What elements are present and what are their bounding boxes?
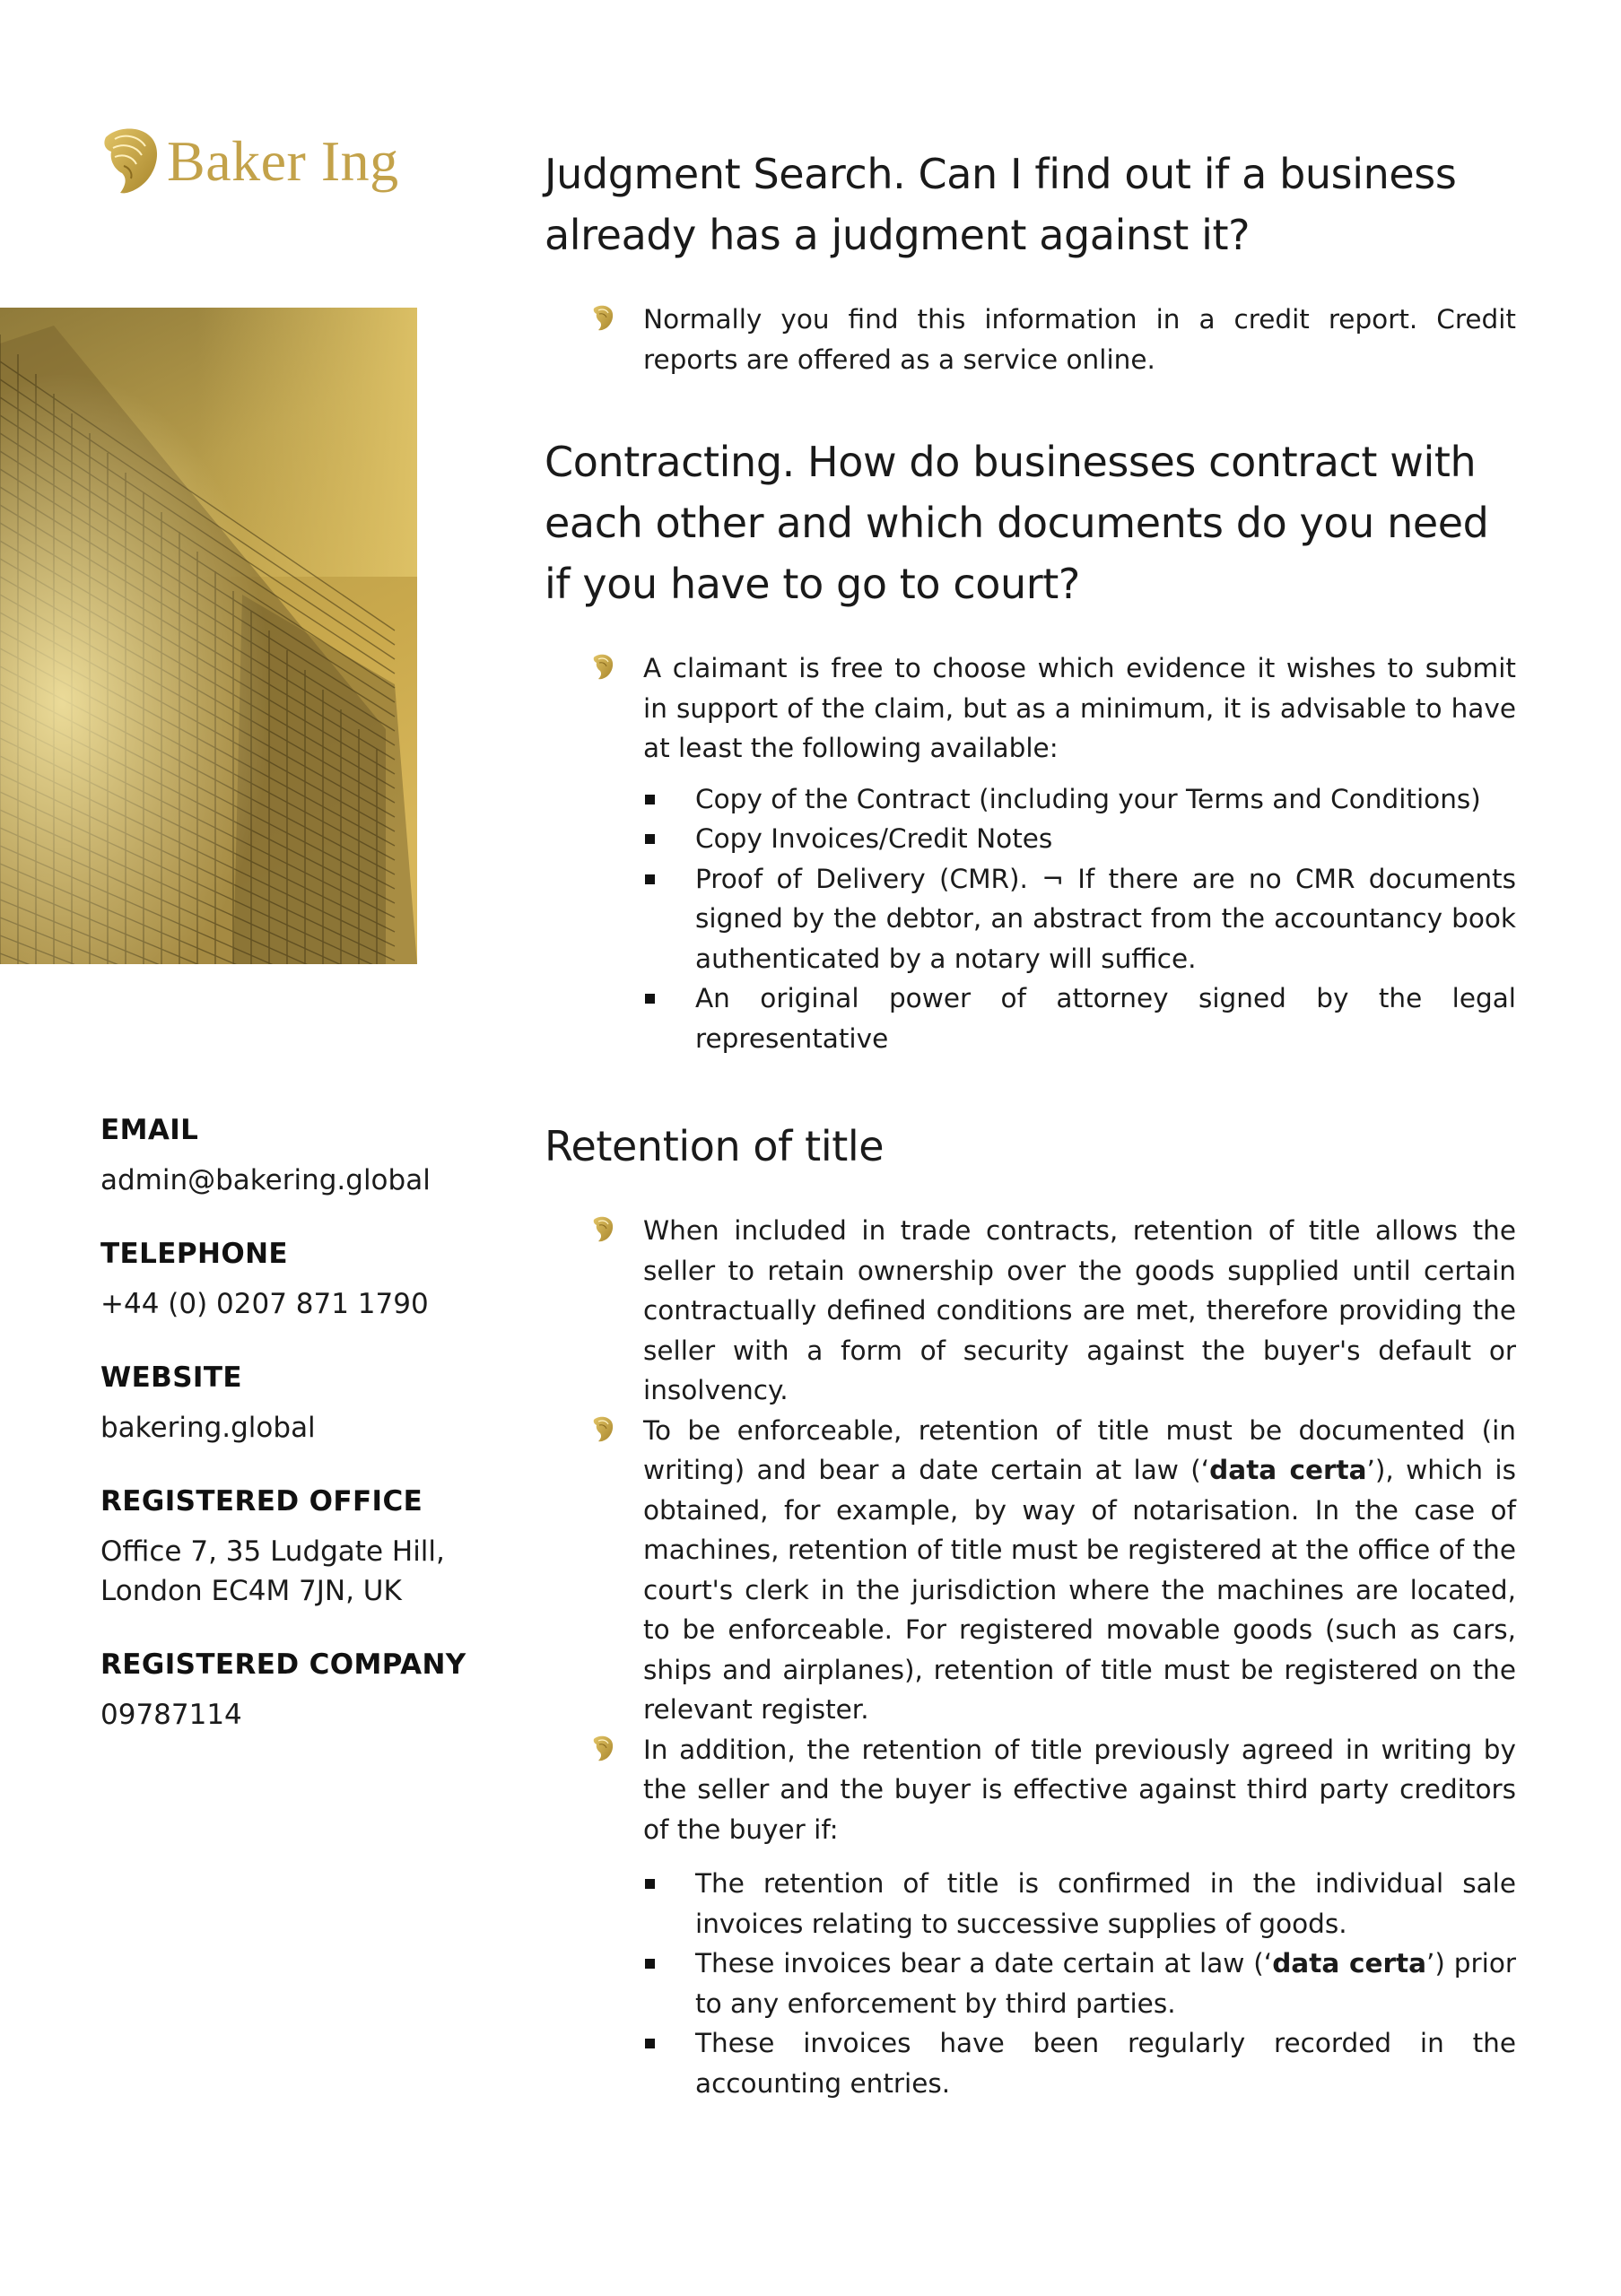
bullet-text [643, 1415, 1516, 1726]
sub-list-item [545, 2023, 1516, 2103]
bullet-list [545, 1211, 1516, 1849]
website-value[interactable]: bakering.global [100, 1412, 316, 1444]
bullet-text: In addition, the retention of title previously agreed in writing by the seller and the buyer is effective against third party creditors of the buyer if: [643, 1734, 1516, 1845]
lion-bullet-icon [591, 1735, 614, 1762]
text-run: These invoices bear a date certain at law (‘ [695, 1948, 1273, 1979]
bold-term: data certa [1272, 1948, 1427, 1979]
contact-details [100, 1112, 486, 1770]
list-item [545, 1411, 1516, 1730]
registered-company-value: 09787114 [100, 1699, 242, 1731]
bullet-list [545, 300, 1516, 379]
sub-bullet-text: The retention of title is confirmed in the individual sale invoices relating to successive supplies of goods. [695, 1868, 1516, 1939]
sub-bullet-list [545, 779, 1516, 1059]
bullet-text: Normally you find this information in a credit report. Credit reports are offered as a service online. [643, 304, 1516, 375]
sub-bullet-text: These invoices have been regularly recorded in the accounting entries. [695, 2028, 1516, 2099]
lion-bullet-icon [591, 1416, 614, 1443]
sub-bullet-text [695, 1948, 1516, 2019]
sub-list-item [545, 819, 1516, 859]
sub-list-item [545, 779, 1516, 820]
contact-website [100, 1360, 486, 1448]
sub-bullet-text: Copy of the Contract (including your Terms and Conditions) [695, 783, 1481, 814]
bullet-text: A claimant is free to choose which evidence it wishes to submit in support of the claim, but as a minimum, it is advisable to have at least the following available: [643, 653, 1516, 763]
section-retention-of-title [545, 1116, 1516, 2103]
square-bullet-icon [645, 795, 655, 804]
sub-bullet-text: Proof of Delivery (CMR). ¬ If there are no CMR documents signed by the debtor, an abstract from the accountancy book authenticated by a notary will suffice. [695, 863, 1516, 974]
text-run: To be enforceable, retention of title must be documented (in writing) and bear a date certain at law (‘ [643, 1414, 1516, 1485]
registered-office-label: REGISTERED OFFICE [100, 1485, 423, 1518]
brand-name: Baker Ing [167, 129, 399, 193]
email-value[interactable]: admin@bakering.global [100, 1164, 431, 1196]
square-bullet-icon [645, 1959, 655, 1969]
bullet-list [545, 648, 1516, 769]
contact-registered-company [100, 1647, 486, 1735]
lion-logo-icon [97, 126, 160, 196]
registered-company-label: REGISTERED COMPANY [100, 1648, 466, 1681]
list-item [545, 648, 1516, 769]
section-title: Contracting. How do businesses contract with each other and which documents do you need if you have to go to court? [545, 438, 1489, 608]
square-bullet-icon [645, 2039, 655, 2048]
square-bullet-icon [645, 834, 655, 844]
section-title: Judgment Search. Can I find out if a business already has a judgment against it? [545, 150, 1457, 259]
lion-bullet-icon [591, 654, 614, 681]
main-content [545, 144, 1516, 2148]
contact-registered-office [100, 1483, 486, 1611]
section-judgment-search [545, 144, 1516, 379]
brand-logo [97, 126, 420, 197]
text-run: ’) prior to any enforcement by third parties. [695, 1948, 1516, 2019]
telephone-label: TELEPHONE [100, 1238, 288, 1270]
sub-list-item [545, 859, 1516, 979]
website-label: WEBSITE [100, 1361, 242, 1394]
square-bullet-icon [645, 994, 655, 1004]
contact-email [100, 1112, 486, 1200]
sub-bullet-list [545, 1864, 1516, 2103]
square-bullet-icon [645, 874, 655, 884]
lion-bullet-icon [591, 1216, 614, 1243]
list-item [545, 1211, 1516, 1411]
registered-office-line1: Office 7, 35 Ludgate Hill, [100, 1535, 445, 1568]
section-title: Retention of title [545, 1122, 885, 1170]
bullet-text: When included in trade contracts, retention of title allows the seller to retain ownership over the goods supplied until certain contractually defined conditions are met, therefore providing the seller with a form of security against the buyer's default or insolvency. [643, 1215, 1516, 1405]
section-contracting [545, 431, 1516, 1058]
sub-list-item [545, 1944, 1516, 2023]
lion-bullet-icon [591, 305, 614, 332]
sub-bullet-text: An original power of attorney signed by the legal representative [695, 983, 1516, 1054]
registered-office-line2: London EC4M 7JN, UK [100, 1575, 402, 1607]
email-label: EMAIL [100, 1114, 199, 1146]
sub-list-item [545, 1864, 1516, 1944]
contact-telephone [100, 1236, 486, 1324]
list-item [545, 300, 1516, 379]
sub-bullet-text: Copy Invoices/Credit Notes [695, 823, 1053, 854]
sub-list-item [545, 978, 1516, 1058]
list-item [545, 1730, 1516, 1850]
square-bullet-icon [645, 1879, 655, 1889]
bold-term: data certa [1209, 1455, 1367, 1485]
text-run: ’), which is obtained, for example, by way of notarisation. In the case of machines, retention of title must be registered at the office of the court's clerk in the jurisdiction where the machines are located, to be enforceable. For registered movable goods (such as cars, ships and airplanes), retention of title must be registered on the relevant register. [643, 1455, 1516, 1725]
telephone-value: +44 (0) 0207 871 1790 [100, 1288, 429, 1320]
hero-building-image [0, 308, 417, 964]
